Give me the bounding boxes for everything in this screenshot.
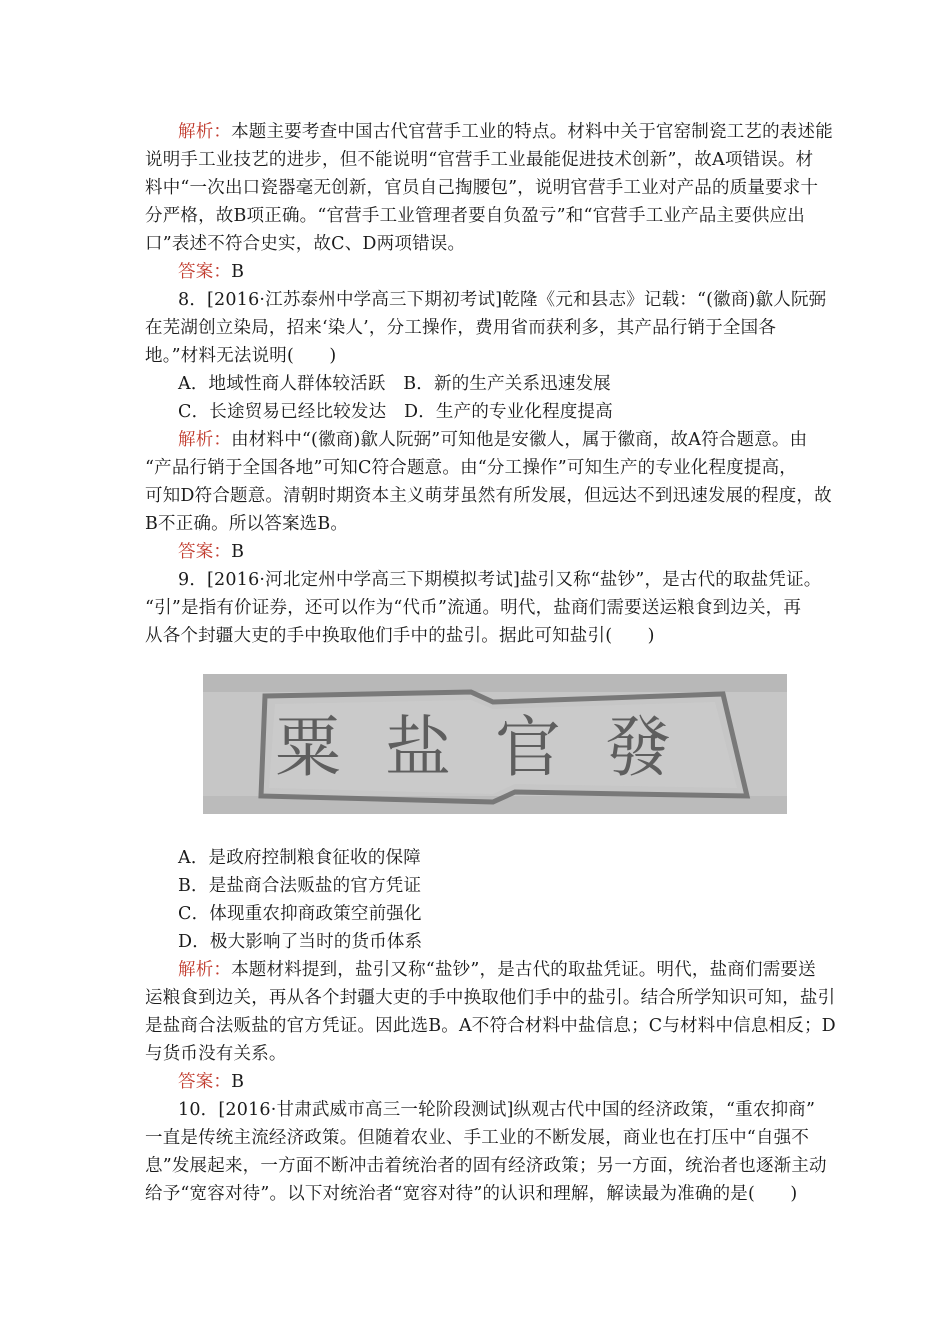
q9-stem-line: 9．[2016·河北定州中学高三下期模拟考试]盐引又称“盐钞”，是古代的取盐凭证。 (178, 570, 822, 590)
q7-analysis-line: 料中“一次出口瓷器毫无创新，官员自己掏腰包”，说明官营手工业对产品的质量要求十 (145, 178, 819, 198)
q9-option-d: D．极大影响了当时的货币体系 (178, 932, 423, 952)
salt-voucher-image (145, 660, 810, 836)
q9-option-a: A．是政府控制粮食征收的保障 (178, 848, 421, 868)
q9-option-c: C．体现重农抑商政策空前强化 (178, 904, 422, 924)
q8-analysis-line: “产品行销于全国各地”可知C符合题意。由“分工操作”可知生产的专业化程度提高， (145, 458, 797, 478)
q8-analysis-line: 可知D符合题意。清朝时期资本主义萌芽虽然有所发展，但远达不到迅速发展的程度，故 (145, 486, 832, 506)
q9-analysis-line: 是盐商合法贩盐的官方凭证。因此选B。A不符合材料中盐信息；C与材料中信息相反；D (145, 1016, 836, 1036)
salt-voucher-characters: 粟盐官發 (275, 709, 715, 786)
q10-stem-line: 10．[2016·甘肃武威市高三一轮阶段测试]纵观古代中国的经济政策，“重农抑商” (178, 1100, 816, 1120)
q9-analysis-line: 运粮食到边关，再从各个封疆大吏的手中换取他们手中的盐引。结合所学知识可知，盐引 (145, 988, 836, 1008)
salt-voucher-svg (203, 674, 787, 814)
q8-answer (145, 538, 810, 566)
analysis-text: 由材料中“(徽商)歙人阮弼”可知他是安徽人，属于徽商，故A符合题意。由 (231, 430, 808, 450)
q8-option-row: A．地域性商人群体较活跃 B．新的生产关系迅速发展 (178, 374, 611, 394)
document-page (145, 118, 836, 1208)
q10-stem-line: 一直是传统主流经济政策。但随着农业、手工业的不断发展，商业也在打压中“自强不 (145, 1128, 810, 1148)
q7-answer (145, 258, 810, 286)
q10-stem-line: 息”发展起来，一方面不断冲击着统治者的固有经济政策；另一方面，统治者也逐渐主动 (145, 1156, 827, 1176)
answer-label: 答案： (178, 1072, 232, 1092)
q10-stem-line: 给予“宽容对待”。以下对统治者“宽容对待”的认识和理解，解读最为准确的是( ) (145, 1184, 798, 1204)
q7-analysis-line: 分严格，故B项正确。“官营手工业管理者要自负盈亏”和“官营手工业产品主要供应出 (145, 206, 805, 226)
q9-analysis-line (145, 956, 816, 984)
analysis-text: 本题材料提到，盐引又称“盐钞”，是古代的取盐凭证。明代，盐商们需要送 (231, 960, 816, 980)
q8-stem-line: 8．[2016·江苏泰州中学高三下期初考试]乾隆《元和县志》记载：“(徽商)歙人阮弼 (178, 290, 827, 310)
answer-label: 答案： (178, 262, 232, 282)
analysis-text: 本题主要考查中国古代官营手工业的特点。材料中关于官窑制瓷工艺的表述能 (231, 122, 833, 142)
q8-analysis-line (145, 426, 810, 454)
q9-stem-line: 从各个封疆大吏的手中换取他们手中的盐引。据此可知盐引( ) (145, 626, 655, 646)
q9-option-b: B．是盐商合法贩盐的官方凭证 (178, 876, 422, 896)
salt-voucher-plate (203, 674, 787, 814)
q9-analysis-line: 与货币没有关系。 (145, 1044, 287, 1064)
answer-value: B (231, 1072, 245, 1092)
analysis-label: 解析： (178, 122, 232, 142)
q7-analysis-line: 口”表述不符合史实，故C、D两项错误。 (145, 234, 466, 254)
q7-analysis-line (145, 118, 833, 146)
analysis-label: 解析： (178, 960, 232, 980)
q9-stem-line: “引”是指有价证券，还可以作为“代币”流通。明代，盐商们需要送运粮食到边关，再 (145, 598, 802, 618)
q8-analysis-line: B不正确。所以答案选B。 (145, 514, 349, 534)
q8-option-row: C．长途贸易已经比较发达 D．生产的专业化程度提高 (178, 402, 613, 422)
analysis-label: 解析： (178, 430, 232, 450)
answer-value: B (231, 542, 245, 562)
q7-analysis-line: 说明手工业技艺的进步，但不能说明“官营手工业最能促进技术创新”，故A项错误。材 (145, 150, 814, 170)
q8-stem-line: 在芜湖创立染局，招来‘染人’，分工操作，费用省而获利多，其产品行销于全国各 (145, 318, 777, 338)
answer-label: 答案： (178, 542, 232, 562)
answer-value: B (231, 262, 245, 282)
q8-stem-line: 地。”材料无法说明( ) (145, 346, 337, 366)
q9-answer (145, 1068, 810, 1096)
